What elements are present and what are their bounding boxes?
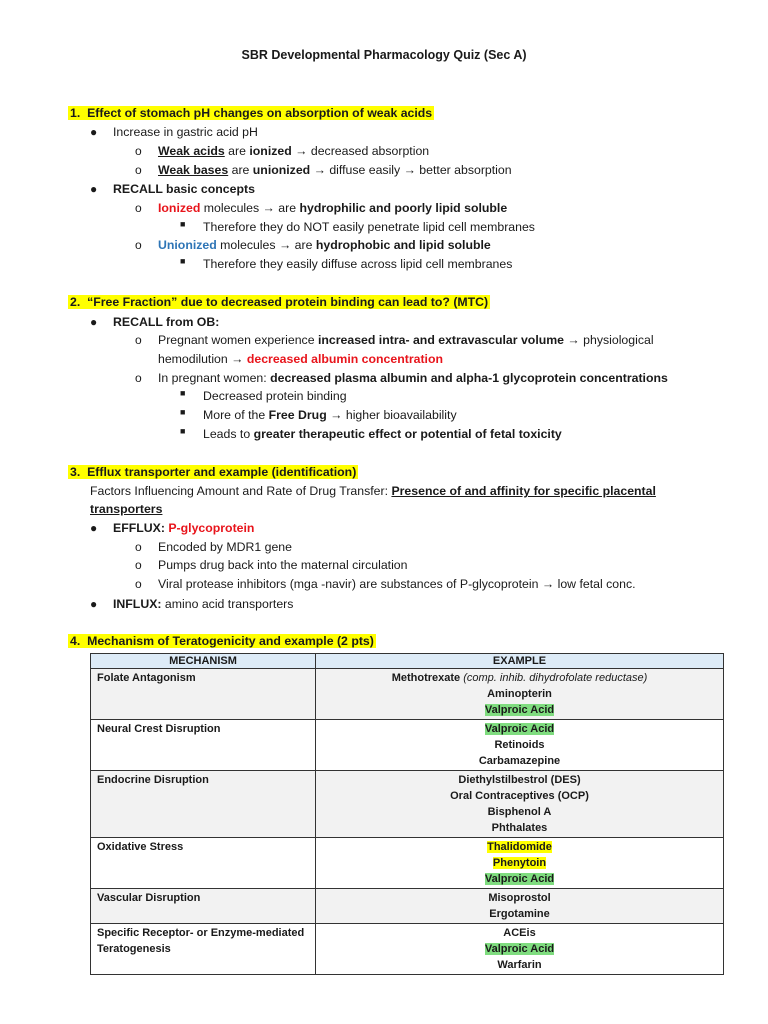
example-cell: [316, 669, 724, 720]
example-cell: [316, 720, 724, 771]
bullet-dot: ●: [90, 182, 98, 196]
example-drug: Diethylstilbestrol (DES): [458, 774, 581, 786]
bullet-circle: o: [135, 333, 142, 347]
example-drug: Aminopterin: [487, 688, 552, 700]
bullet-dot: ●: [90, 315, 98, 329]
q2-detail-1: Decreased protein binding: [203, 389, 347, 403]
q2-sub-volume-cont: hemodilution → decreased albumin concentration: [158, 352, 443, 366]
example-drug: Phenytoin: [492, 857, 547, 869]
bullet-square: ■: [180, 426, 186, 436]
column-header-example: EXAMPLE: [316, 654, 724, 669]
bullet-circle: o: [135, 371, 142, 385]
teratogenicity-table: [90, 653, 724, 975]
q3-efflux-sub-2: Pumps drug back into the maternal circulation: [158, 558, 408, 572]
example-drug: Retinoids: [494, 739, 545, 751]
bullet-circle: o: [135, 577, 142, 591]
example-drug: Valproic Acid: [484, 943, 555, 955]
q1-sub-weak-bases: Weak bases are unionized → diffuse easily → better absorption: [158, 163, 512, 177]
q1-sub-weak-acids: Weak acids are ionized → decreased absorption: [158, 144, 430, 158]
bullet-dot: ●: [90, 125, 98, 139]
table-header-row: [91, 654, 724, 669]
table-row: [91, 720, 724, 771]
example-drug: Valproic Acid: [484, 704, 555, 716]
bullet-circle: o: [135, 238, 142, 252]
example-drug: Valproic Acid: [484, 873, 555, 885]
example-drug: Carbamazepine: [478, 755, 561, 767]
example-drug: Thalidomide: [487, 841, 552, 853]
bullet-square: ■: [180, 219, 186, 229]
example-cell: [316, 924, 724, 975]
q2-bullet-1: RECALL from OB:: [113, 315, 220, 329]
bullet-square: ■: [180, 388, 186, 398]
q3-efflux-sub-3: Viral protease inhibitors (mga -navir) are substances of P-glycoprotein → low fetal conc.: [158, 577, 636, 591]
bullet-dot: ●: [90, 521, 98, 535]
bullet-square: ■: [180, 256, 186, 266]
example-drug: Phthalates: [491, 822, 548, 834]
example-cell: [316, 838, 724, 889]
q1-sub-unionized: Unionized molecules → are hydrophobic and lipid soluble: [158, 238, 491, 252]
q1-sub-ionized-detail: Therefore they do NOT easily penetrate lipid cell membranes: [203, 220, 535, 234]
example-drug: Ergotamine: [489, 908, 550, 920]
example-drug: ACEis: [503, 927, 536, 939]
question-2-heading: 2. “Free Fraction” due to decreased protein binding can lead to? (MTC): [70, 295, 489, 309]
table-row: [91, 889, 724, 924]
example-drug: Misoprostol: [488, 892, 551, 904]
example-cell: [316, 889, 724, 924]
example-drug: Oral Contraceptives (OCP): [450, 790, 589, 802]
column-header-mechanism: MECHANISM: [91, 654, 316, 669]
q2-detail-3: Leads to greater therapeutic effect or potential of fetal toxicity: [203, 427, 562, 441]
q2-detail-2: More of the Free Drug → higher bioavailability: [203, 408, 457, 422]
q1-sub-ionized: Ionized molecules → are hydrophilic and poorly lipid soluble: [158, 201, 508, 215]
bullet-circle: o: [135, 558, 142, 572]
question-4-heading: 4. Mechanism of Teratogenicity and example (2 pts): [70, 634, 374, 648]
mechanism-cell: Oxidative Stress: [91, 838, 316, 889]
bullet-circle: o: [135, 163, 142, 177]
q3-efflux-sub-1: Encoded by MDR1 gene: [158, 540, 292, 554]
mechanism-cell: Specific Receptor- or Enzyme-mediated Teratogenesis: [91, 924, 316, 975]
q1-bullet-1: Increase in gastric acid pH: [113, 125, 258, 139]
mechanism-cell: Folate Antagonism: [91, 669, 316, 720]
question-3-heading: 3. Efflux transporter and example (identification): [70, 465, 357, 479]
bullet-dot: ●: [90, 597, 98, 611]
bullet-circle: o: [135, 540, 142, 554]
mechanism-cell: Neural Crest Disruption: [91, 720, 316, 771]
example-cell: [316, 771, 724, 838]
q2-sub-volume: Pregnant women experience increased intra- and extravascular volume → physiological: [158, 333, 654, 347]
table-row: [91, 838, 724, 889]
table-row: [91, 669, 724, 720]
bullet-circle: o: [135, 201, 142, 215]
question-1-heading: 1. Effect of stomach pH changes on absorption of weak acids: [70, 106, 433, 120]
q2-sub-albumin: In pregnant women: decreased plasma albumin and alpha-1 glycoprotein concentrations: [158, 371, 668, 385]
table-row: [91, 771, 724, 838]
example-drug: Methotrexate (comp. inhib. dihydrofolate reductase): [391, 672, 648, 684]
q3-influx: INFLUX: amino acid transporters: [113, 597, 294, 611]
page-title: SBR Developmental Pharmacology Quiz (Sec A): [241, 48, 527, 62]
table-row: [91, 924, 724, 975]
q3-efflux: EFFLUX: P-glycoprotein: [113, 521, 255, 535]
example-drug: Valproic Acid: [484, 723, 555, 735]
bullet-circle: o: [135, 144, 142, 158]
q1-sub-unionized-detail: Therefore they easily diffuse across lipid cell membranes: [203, 257, 513, 271]
mechanism-cell: Endocrine Disruption: [91, 771, 316, 838]
q1-bullet-2: RECALL basic concepts: [113, 182, 255, 196]
example-drug: Warfarin: [497, 959, 542, 971]
mechanism-cell: Vascular Disruption: [91, 889, 316, 924]
example-drug: Bisphenol A: [487, 806, 552, 818]
bullet-square: ■: [180, 407, 186, 417]
q3-intro-cont: transporters: [90, 502, 163, 516]
q3-intro: Factors Influencing Amount and Rate of Drug Transfer: Presence of and affinity for specific placental: [90, 484, 656, 498]
